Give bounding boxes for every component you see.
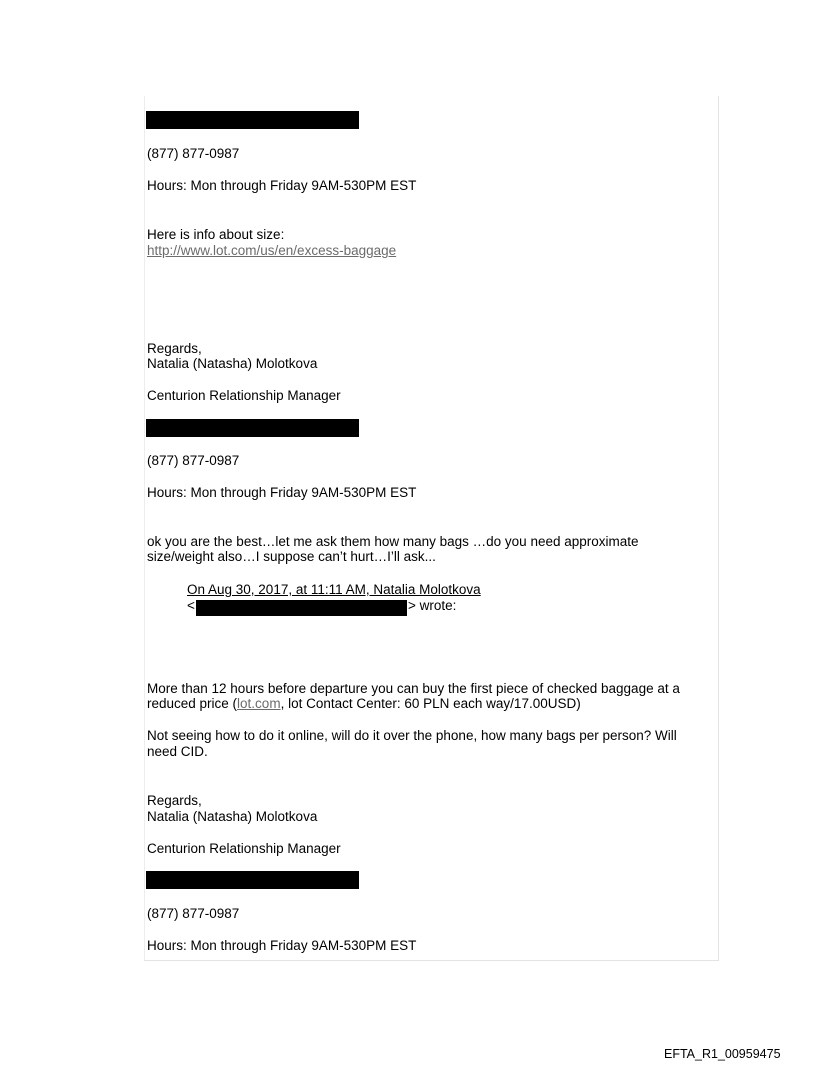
reply-line: ok you are the best…let me ask them how many bags …do you need approximate (147, 534, 639, 549)
email-frame (144, 96, 719, 961)
redaction-bar (146, 419, 359, 437)
size-info-text: Here is info about size: (147, 227, 285, 242)
document-id: EFTA_R1_00959475 (664, 1047, 781, 1061)
quote-open-bracket: < (187, 598, 195, 613)
regards-text: Regards, (147, 793, 202, 808)
sender-title: Centurion Relationship Manager (147, 841, 341, 856)
phone-number: (877) 877-0987 (147, 906, 240, 921)
text-span: , lot Contact Center: 60 PLN each way/17.00USD) (280, 696, 581, 711)
sender-name: Natalia (Natasha) Molotkova (147, 809, 318, 824)
question-line: Not seeing how to do it online, will do it over the phone, how many bags per person? Will (147, 728, 677, 743)
sender-title: Centurion Relationship Manager (147, 388, 341, 403)
regards-text: Regards, (147, 341, 202, 356)
sender-name: Natalia (Natasha) Molotkova (147, 356, 318, 371)
phone-number: (877) 877-0987 (147, 146, 240, 161)
baggage-paragraph-line (147, 696, 581, 712)
office-hours: Hours: Mon through Friday 9AM-530PM EST (147, 938, 417, 953)
office-hours: Hours: Mon through Friday 9AM-530PM EST (147, 485, 417, 500)
text-span: reduced price ( (147, 696, 238, 711)
question-line: need CID. (147, 744, 208, 759)
redaction-bar (146, 111, 359, 129)
office-hours: Hours: Mon through Friday 9AM-530PM EST (147, 178, 417, 193)
quote-header: On Aug 30, 2017, at 11:11 AM, Natalia Molotkova (187, 582, 481, 597)
redaction-bar (146, 871, 359, 889)
reply-line: size/weight also…I suppose can’t hurt…I’ll ask... (147, 549, 436, 564)
redaction-bar (196, 600, 407, 616)
quote-wrote: > wrote: (408, 598, 457, 613)
excess-baggage-link[interactable]: http://www.lot.com/us/en/excess-baggage (147, 243, 397, 258)
baggage-paragraph-line: More than 12 hours before departure you can buy the first piece of checked baggage at a (147, 681, 680, 696)
lot-link[interactable]: lot.com (237, 696, 281, 711)
phone-number: (877) 877-0987 (147, 453, 240, 468)
